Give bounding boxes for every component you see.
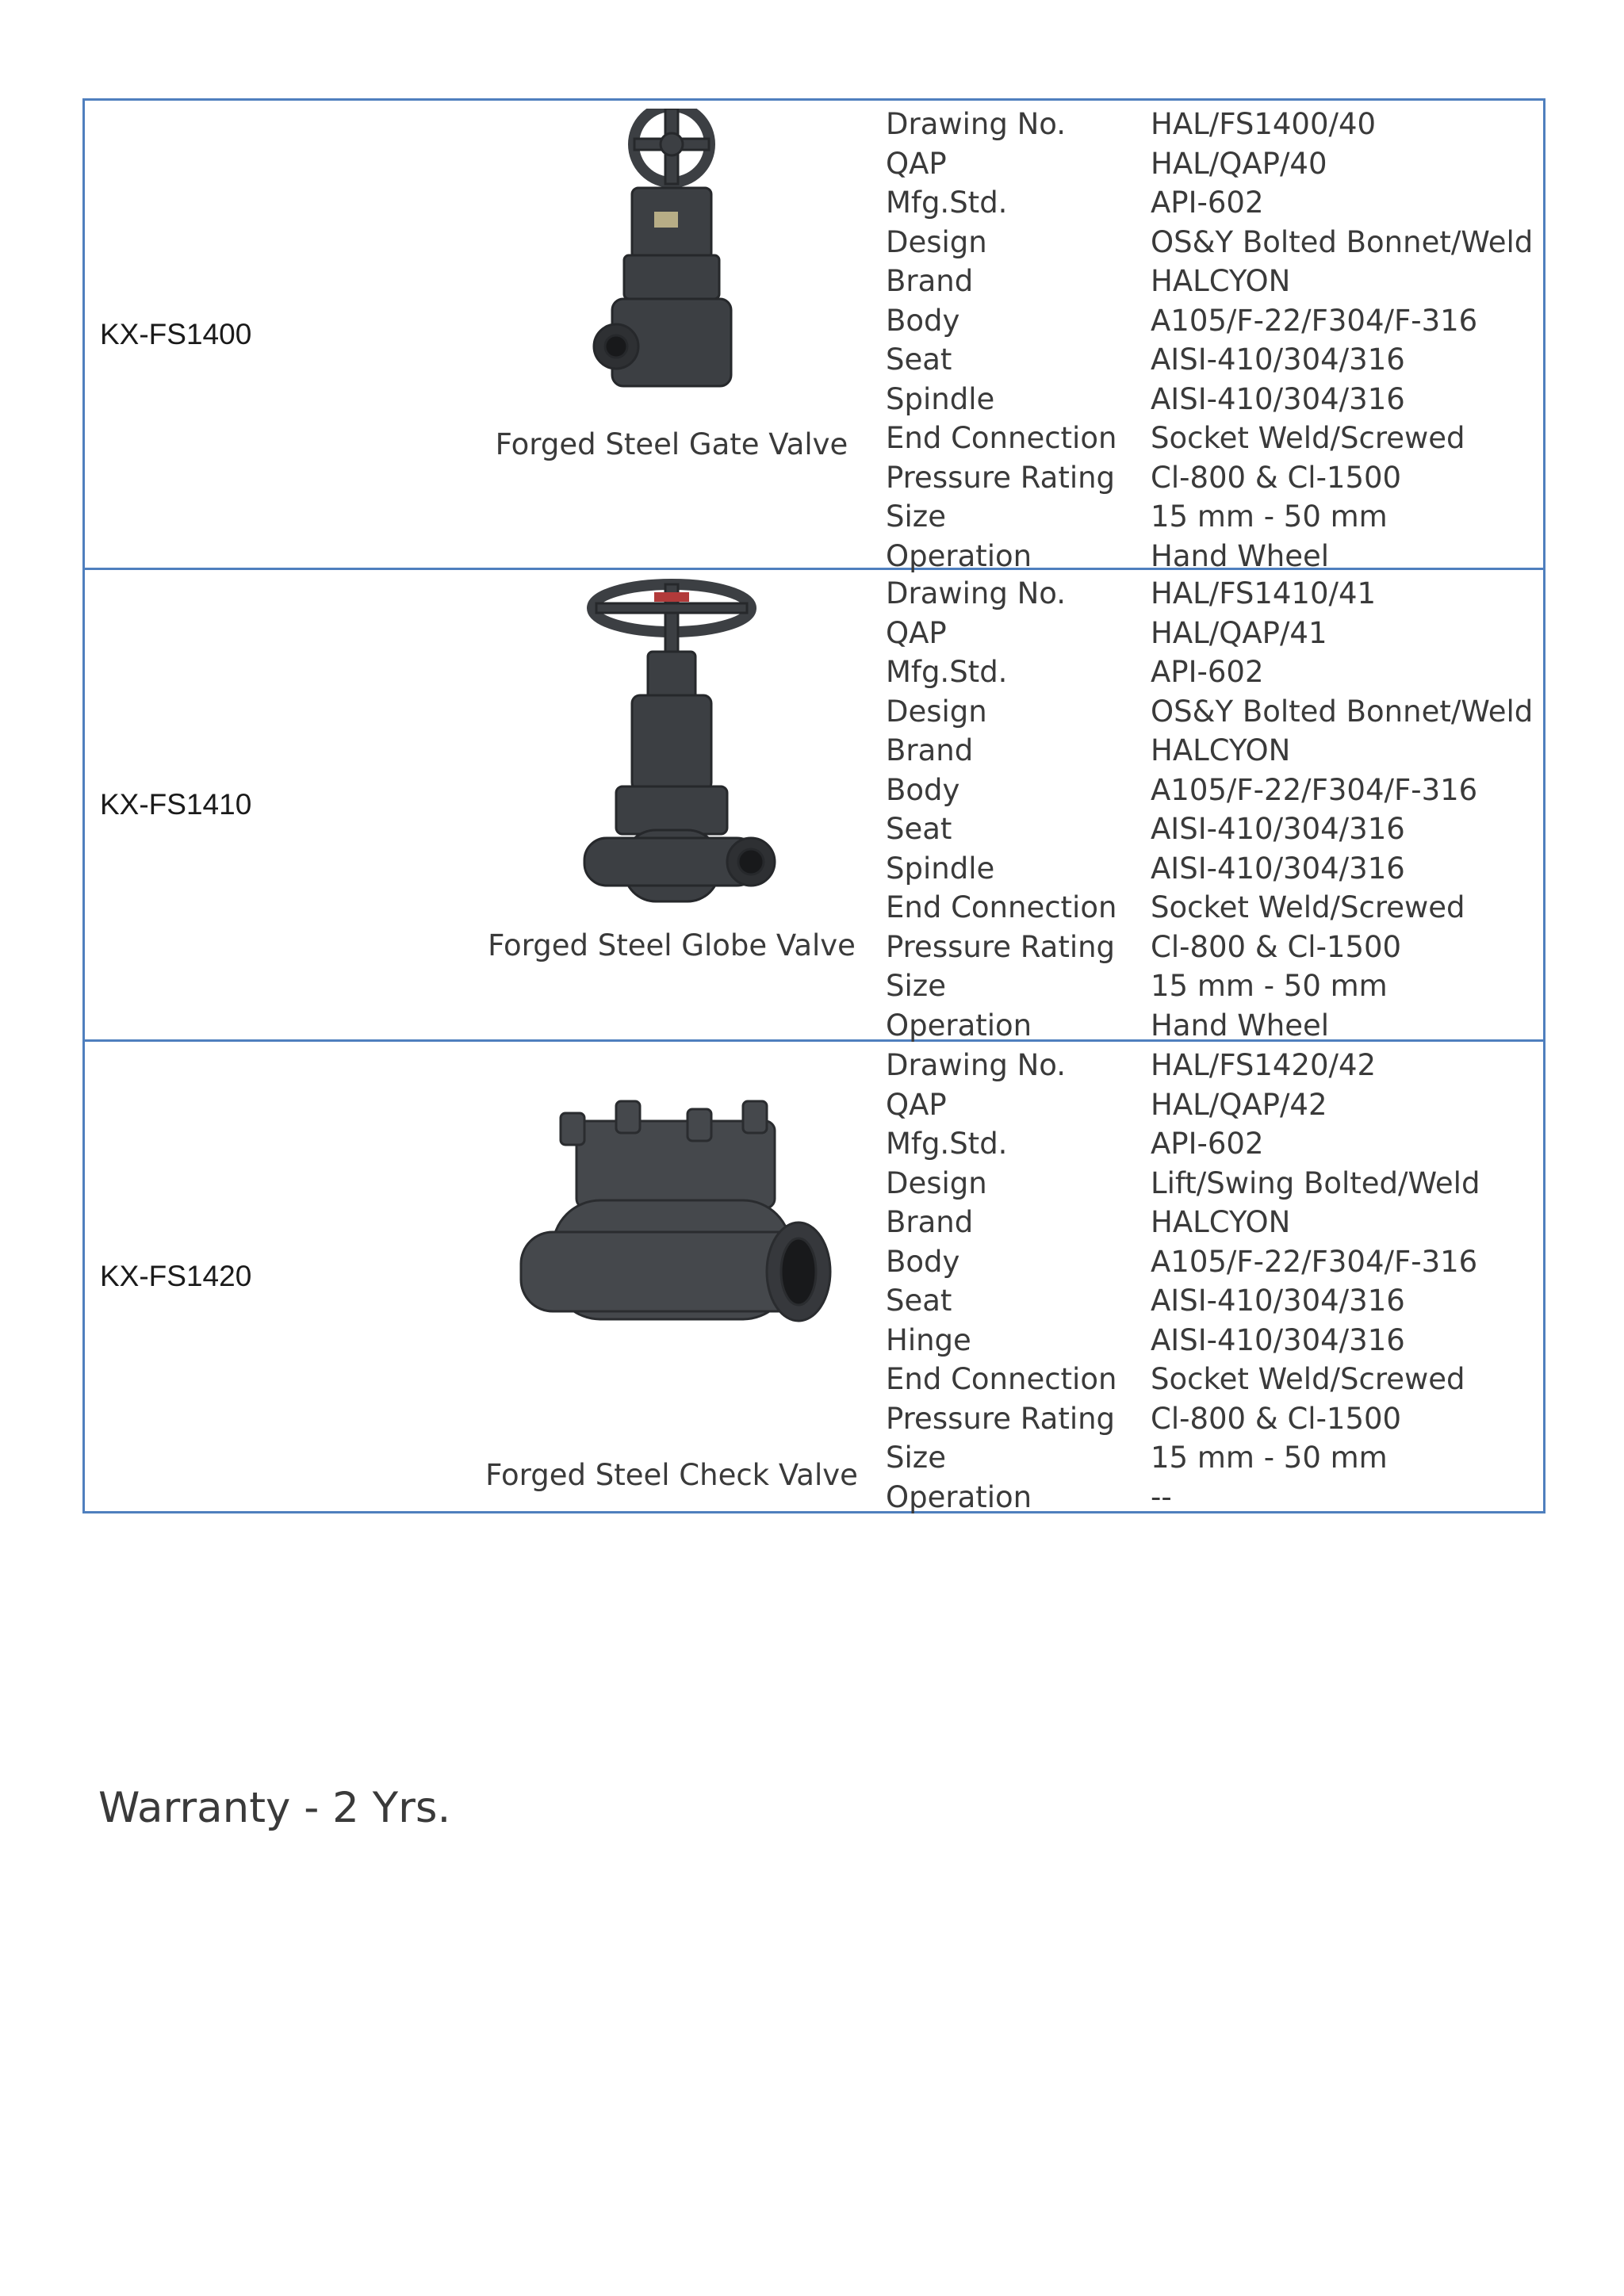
- spec-list: [886, 1046, 1480, 1517]
- spec-value: --: [1151, 1479, 1172, 1514]
- spec-value: HALCYON: [1151, 264, 1291, 299]
- spec-label: QAP: [886, 615, 947, 650]
- spec-label: Hinge: [886, 1322, 971, 1357]
- spec-label: QAP: [886, 146, 947, 181]
- product-image-cell: [434, 101, 910, 568]
- spec-value: Lift/Swing Bolted/Weld: [1151, 1165, 1480, 1200]
- spec-label: End Connection: [886, 890, 1117, 925]
- spec-value: 15 mm - 50 mm: [1151, 499, 1388, 534]
- spec-value: AISI-410/304/316: [1151, 1322, 1405, 1357]
- spec-label: Design: [886, 694, 987, 729]
- spec-row: [886, 614, 1533, 653]
- product-name: Forged Steel Gate Valve: [495, 427, 848, 461]
- spec-row: [886, 1085, 1480, 1125]
- spec-label: Drawing No.: [886, 576, 1067, 611]
- spec-label: Mfg.Std.: [886, 186, 1008, 220]
- spec-label: Design: [886, 1165, 987, 1200]
- spec-label: Size: [886, 499, 946, 534]
- spec-label: Operation: [886, 538, 1032, 573]
- spec-row: [886, 731, 1533, 771]
- spec-row: [886, 1281, 1480, 1321]
- spec-label: Pressure Rating: [886, 1401, 1116, 1436]
- spec-row: [886, 1046, 1480, 1085]
- spec-label: Drawing No.: [886, 1048, 1067, 1083]
- spec-row: [886, 1164, 1480, 1203]
- spec-row: [886, 1399, 1480, 1439]
- spec-value: 15 mm - 50 mm: [1151, 1441, 1388, 1475]
- spec-value: AISI-410/304/316: [1151, 1284, 1405, 1318]
- spec-row: [886, 849, 1533, 889]
- spec-label: Body: [886, 303, 960, 338]
- spec-label: Spindle: [886, 381, 995, 416]
- spec-label: Design: [886, 224, 987, 259]
- product-name: Forged Steel Check Valve: [485, 1458, 858, 1492]
- spec-label: Body: [886, 1244, 960, 1279]
- spec-row: [886, 262, 1533, 301]
- spec-value: AISI-410/304/316: [1151, 851, 1405, 886]
- spec-row: [886, 1203, 1480, 1242]
- spec-value: API-602: [1151, 186, 1264, 220]
- spec-label: QAP: [886, 1087, 947, 1122]
- product-row: [82, 570, 1545, 1042]
- product-image-cell: [434, 1042, 910, 1511]
- spec-value: Hand Wheel: [1151, 538, 1330, 573]
- spec-label: End Connection: [886, 1362, 1117, 1397]
- spec-value: A105/F-22/F304/F-316: [1151, 1244, 1478, 1279]
- spec-label: Body: [886, 772, 960, 807]
- spec-label: Size: [886, 969, 946, 1004]
- spec-row: [886, 497, 1533, 537]
- spec-value: HAL/QAP/41: [1151, 615, 1327, 650]
- product-row: [82, 1042, 1545, 1513]
- spec-value: Hand Wheel: [1151, 1008, 1330, 1043]
- spec-value: HAL/FS1410/41: [1151, 576, 1377, 611]
- spec-value: Socket Weld/Screwed: [1151, 1362, 1465, 1397]
- spec-label: Operation: [886, 1479, 1032, 1514]
- spec-value: AISI-410/304/316: [1151, 381, 1405, 416]
- spec-row: [886, 458, 1533, 498]
- spec-value: Socket Weld/Screwed: [1151, 421, 1465, 456]
- spec-row: [886, 183, 1533, 223]
- spec-value: A105/F-22/F304/F-316: [1151, 303, 1478, 338]
- spec-value: HAL/QAP/40: [1151, 146, 1327, 181]
- spec-value: 15 mm - 50 mm: [1151, 969, 1388, 1004]
- spec-row: [886, 1006, 1533, 1046]
- spec-label: Operation: [886, 1008, 1032, 1043]
- product-image-cell: [434, 570, 910, 1039]
- spec-row: [886, 966, 1533, 1006]
- spec-label: Seat: [886, 1284, 952, 1318]
- spec-row: [886, 223, 1533, 262]
- spec-label: Spindle: [886, 851, 995, 886]
- spec-row: [886, 888, 1533, 928]
- model-number: KX-FS1410: [100, 788, 252, 821]
- spec-row: [886, 652, 1533, 692]
- spec-row: [886, 340, 1533, 380]
- spec-value: OS&Y Bolted Bonnet/Weld: [1151, 694, 1534, 729]
- spec-row: [886, 419, 1533, 458]
- spec-row: [886, 574, 1533, 614]
- spec-value: A105/F-22/F304/F-316: [1151, 772, 1478, 807]
- product-table: [82, 98, 1545, 1513]
- spec-value: HAL/FS1420/42: [1151, 1048, 1377, 1083]
- spec-row: [886, 1321, 1480, 1360]
- spec-list: [886, 574, 1533, 1045]
- spec-value: API-602: [1151, 655, 1264, 690]
- spec-row: [886, 1478, 1480, 1517]
- spec-label: Mfg.Std.: [886, 1127, 1008, 1161]
- spec-list: [886, 105, 1533, 576]
- spec-row: [886, 301, 1533, 341]
- warranty-note: Warranty - 2 Yrs.: [98, 1784, 451, 1832]
- spec-value: Cl-800 & Cl-1500: [1151, 1401, 1402, 1436]
- spec-label: Pressure Rating: [886, 929, 1116, 964]
- spec-row: [886, 1242, 1480, 1282]
- spec-label: Size: [886, 1441, 946, 1475]
- spec-value: HAL/QAP/42: [1151, 1087, 1327, 1122]
- spec-row: [886, 1360, 1480, 1399]
- check-valve-photo: [505, 1097, 838, 1430]
- spec-row: [886, 144, 1533, 184]
- spec-value: OS&Y Bolted Bonnet/Weld: [1151, 224, 1534, 259]
- spec-label: Brand: [886, 1205, 974, 1240]
- spec-value: AISI-410/304/316: [1151, 812, 1405, 847]
- spec-value: Socket Weld/Screwed: [1151, 890, 1465, 925]
- spec-value: HALCYON: [1151, 733, 1291, 768]
- spec-value: Cl-800 & Cl-1500: [1151, 460, 1402, 495]
- spec-label: Brand: [886, 733, 974, 768]
- spec-value: HAL/FS1400/40: [1151, 107, 1377, 142]
- spec-row: [886, 1124, 1480, 1164]
- model-number: KX-FS1400: [100, 317, 252, 350]
- spec-value: API-602: [1151, 1127, 1264, 1161]
- spec-row: [886, 928, 1533, 967]
- spec-label: End Connection: [886, 421, 1117, 456]
- spec-row: [886, 105, 1533, 144]
- spec-label: Drawing No.: [886, 107, 1067, 142]
- spec-value: HALCYON: [1151, 1205, 1291, 1240]
- spec-label: Seat: [886, 342, 952, 377]
- model-number: KX-FS1420: [100, 1260, 252, 1292]
- gate-valve-photo: [553, 109, 791, 426]
- product-name: Forged Steel Globe Valve: [488, 928, 856, 962]
- spec-row: [886, 380, 1533, 419]
- spec-label: Seat: [886, 812, 952, 847]
- spec-value: Cl-800 & Cl-1500: [1151, 929, 1402, 964]
- spec-row: [886, 692, 1533, 732]
- spec-value: AISI-410/304/316: [1151, 342, 1405, 377]
- spec-label: Brand: [886, 264, 974, 299]
- spec-label: Mfg.Std.: [886, 655, 1008, 690]
- product-row: [82, 98, 1545, 573]
- spec-row: [886, 1438, 1480, 1478]
- spec-label: Pressure Rating: [886, 460, 1116, 495]
- spec-row: [886, 771, 1533, 810]
- globe-valve-photo: [553, 576, 791, 925]
- spec-row: [886, 809, 1533, 849]
